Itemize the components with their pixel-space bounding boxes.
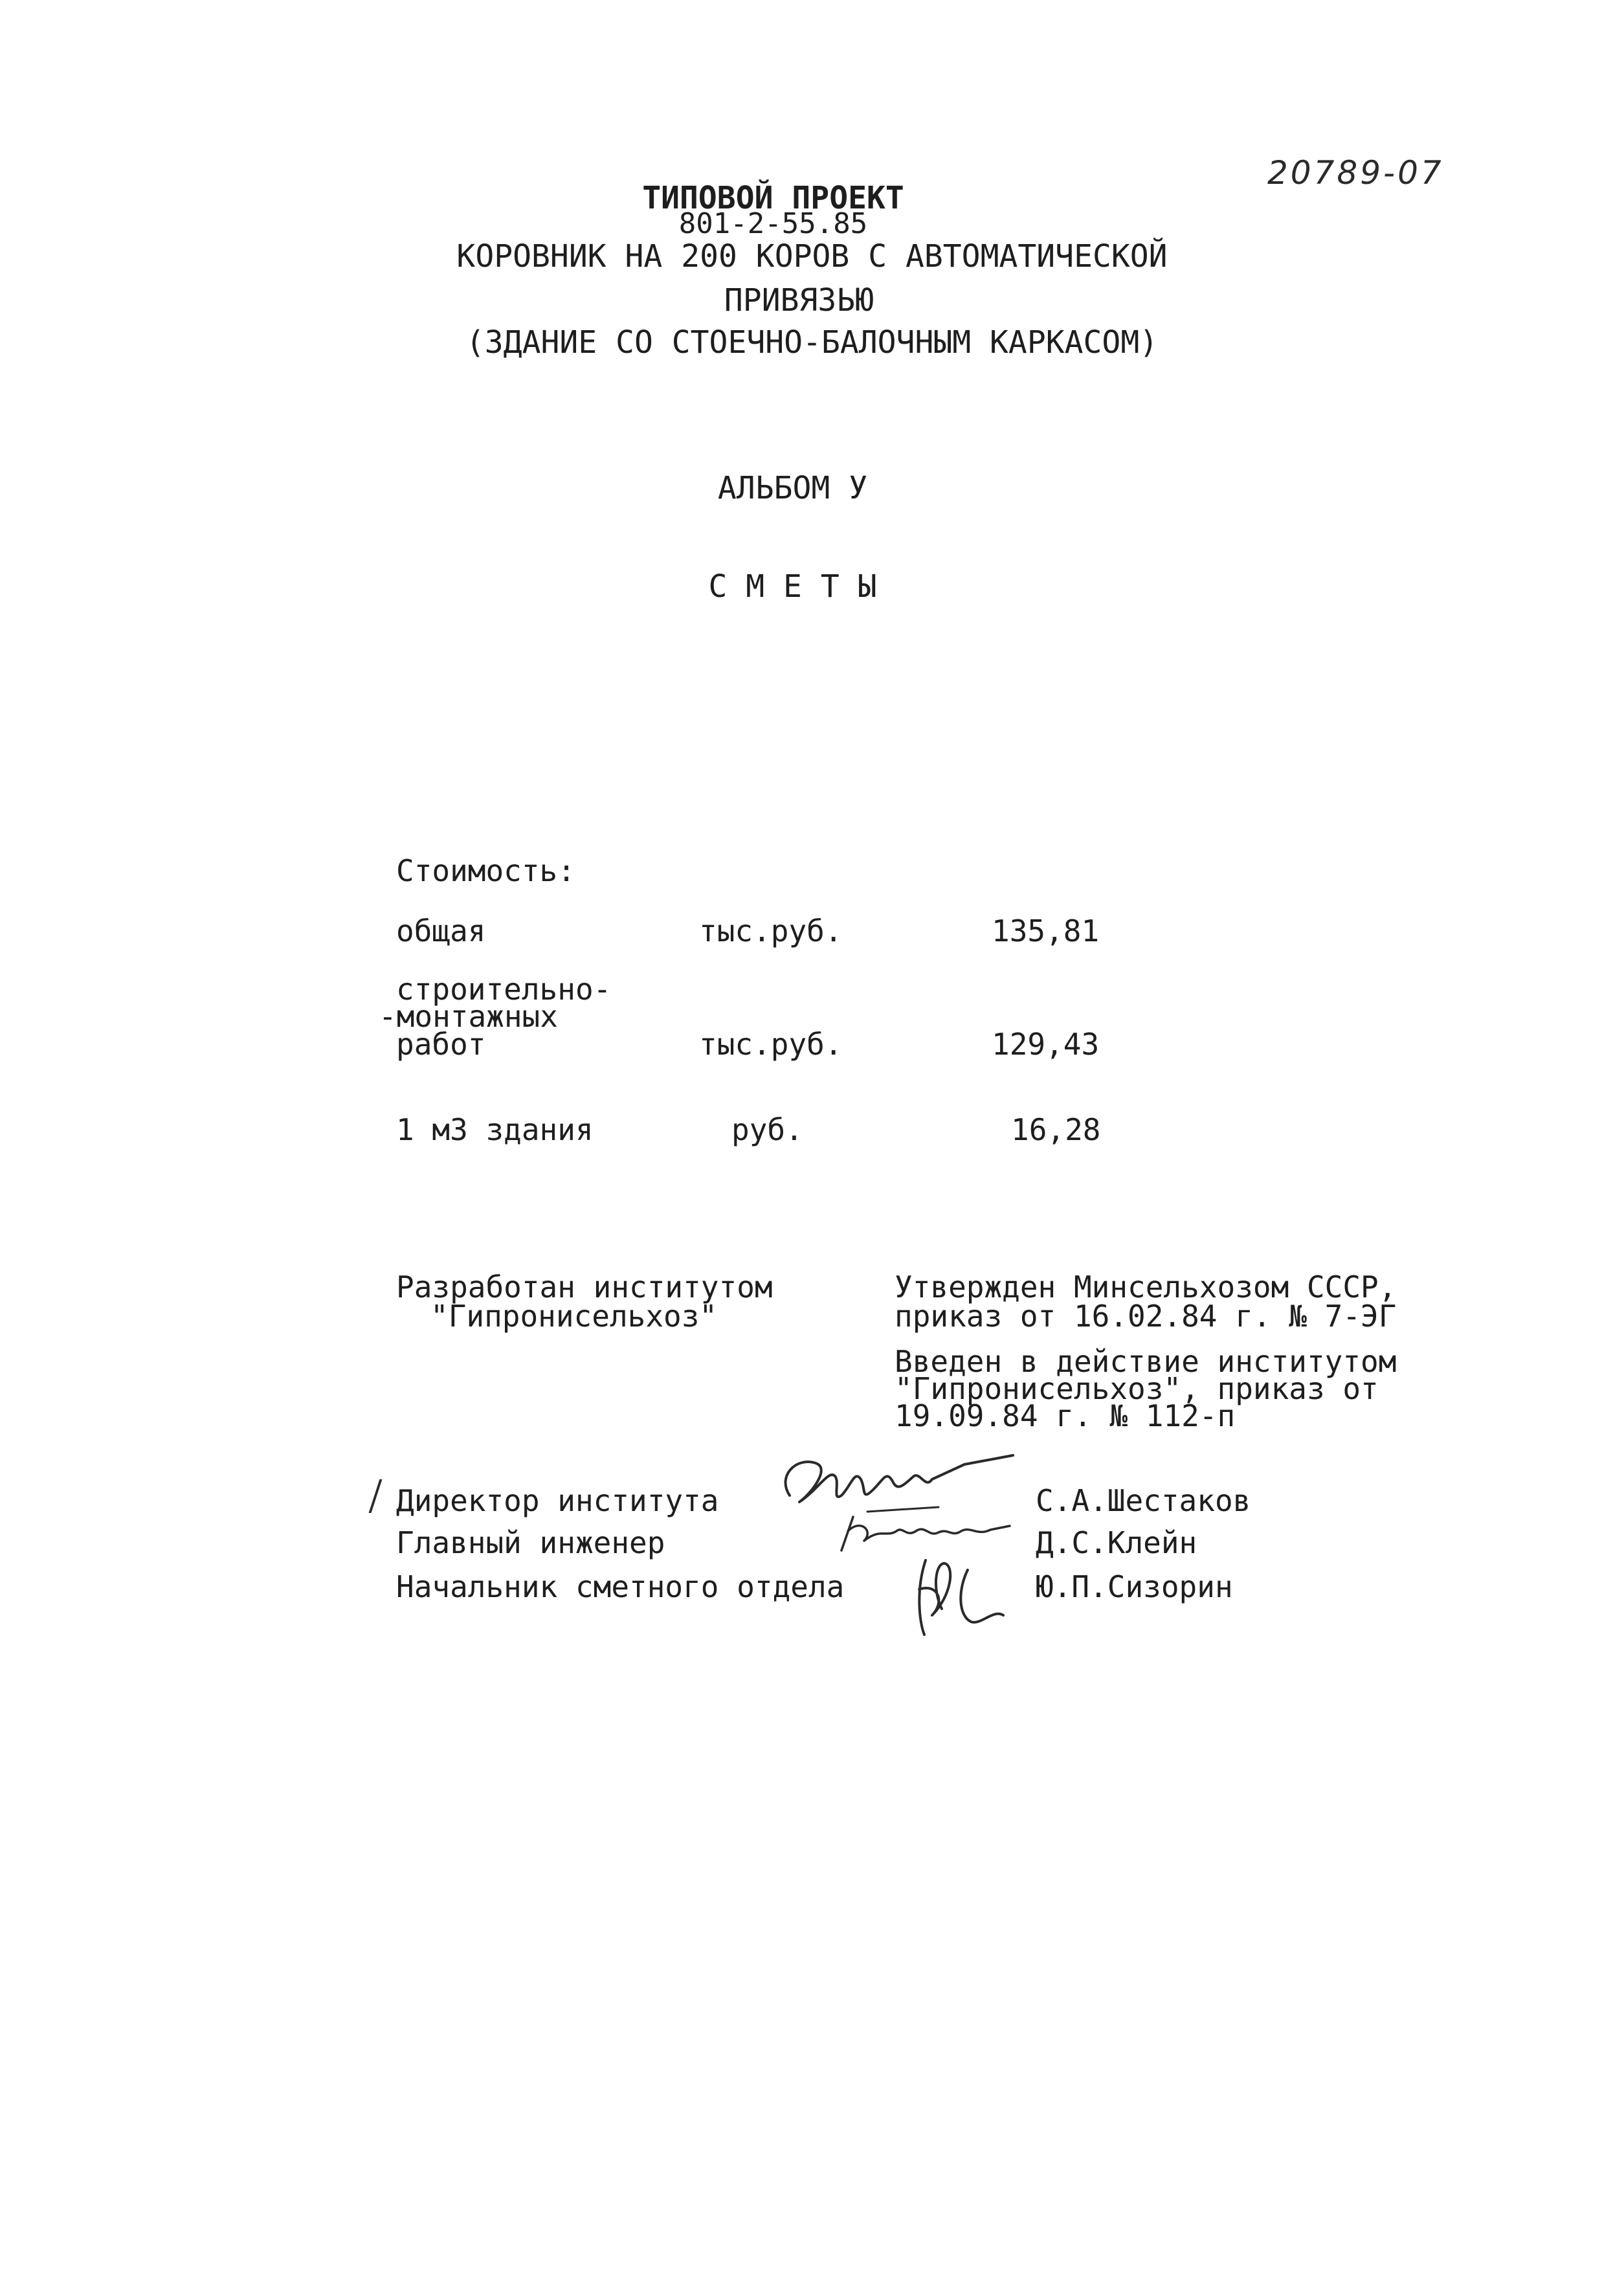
cost-heading: Стоимость: [396,853,575,888]
cost-row-label: строительно- [396,972,612,1007]
cost-row-label: работ [396,1027,486,1062]
approval-line-5: 19.09.84 г. № 112-п [895,1398,1236,1433]
cost-row-value: 129,43 [992,1027,1100,1062]
project-title-line-3: (ЗДАНИЕ СО СТОЕЧНО-БАЛОЧНЫМ КАРКАСОМ) [465,324,1159,361]
signatory-position: Главный инженер [396,1525,665,1560]
approval-line-3: Введен в действие институтом [895,1344,1397,1379]
cost-row-value: 135,81 [992,913,1100,948]
cost-row-value: 16,28 [1011,1112,1101,1147]
margin-slash [369,1479,383,1513]
director-signature [770,1450,1016,1521]
section-label: С М Е Т Ы [708,568,877,605]
signatory-name: С.А.Шестаков [1036,1483,1251,1518]
cost-row-label: 1 м3 здания [396,1112,594,1147]
cost-row-unit: тыс.руб. [699,913,843,948]
developer-line-2: "Гипронисельхоз" [430,1299,718,1334]
cost-row-label: общая [396,913,486,948]
project-number: 801-2-55.85 [678,207,868,240]
signatory-position: Начальник сметного отдела [396,1569,845,1604]
cost-row-unit: тыс.руб. [699,1027,843,1062]
approval-line-4: "Гипронисельхоз", приказ от [895,1371,1379,1406]
album-label: АЛЬБОМ У [717,470,868,506]
approval-line-1: Утвержден Минсельхозом СССР, [895,1270,1397,1304]
cost-row-unit: руб. [731,1112,803,1147]
signatory-name: Д.С.Клейн [1036,1525,1197,1560]
signatory-position: Директор института [396,1483,719,1518]
project-title-line-2: ПРИВЯЗЬЮ [724,282,874,319]
stamp-number: 20789-07 [1267,154,1444,192]
signatory-name: Ю.П.Сизорин [1036,1569,1233,1604]
cost-row-label: -монтажных [379,999,558,1034]
estimates-head-signature [906,1551,1010,1641]
developer-line-1: Разработан институтом [396,1270,773,1304]
approval-line-2: приказ от 16.02.84 г. № 7-ЭГ [895,1299,1397,1334]
project-title-line-1: КОРОВНИК НА 200 КОРОВ С АВТОМАТИЧЕСКОЙ [456,238,1168,274]
document-type: ТИПОВОЙ ПРОЕКТ [642,180,904,216]
